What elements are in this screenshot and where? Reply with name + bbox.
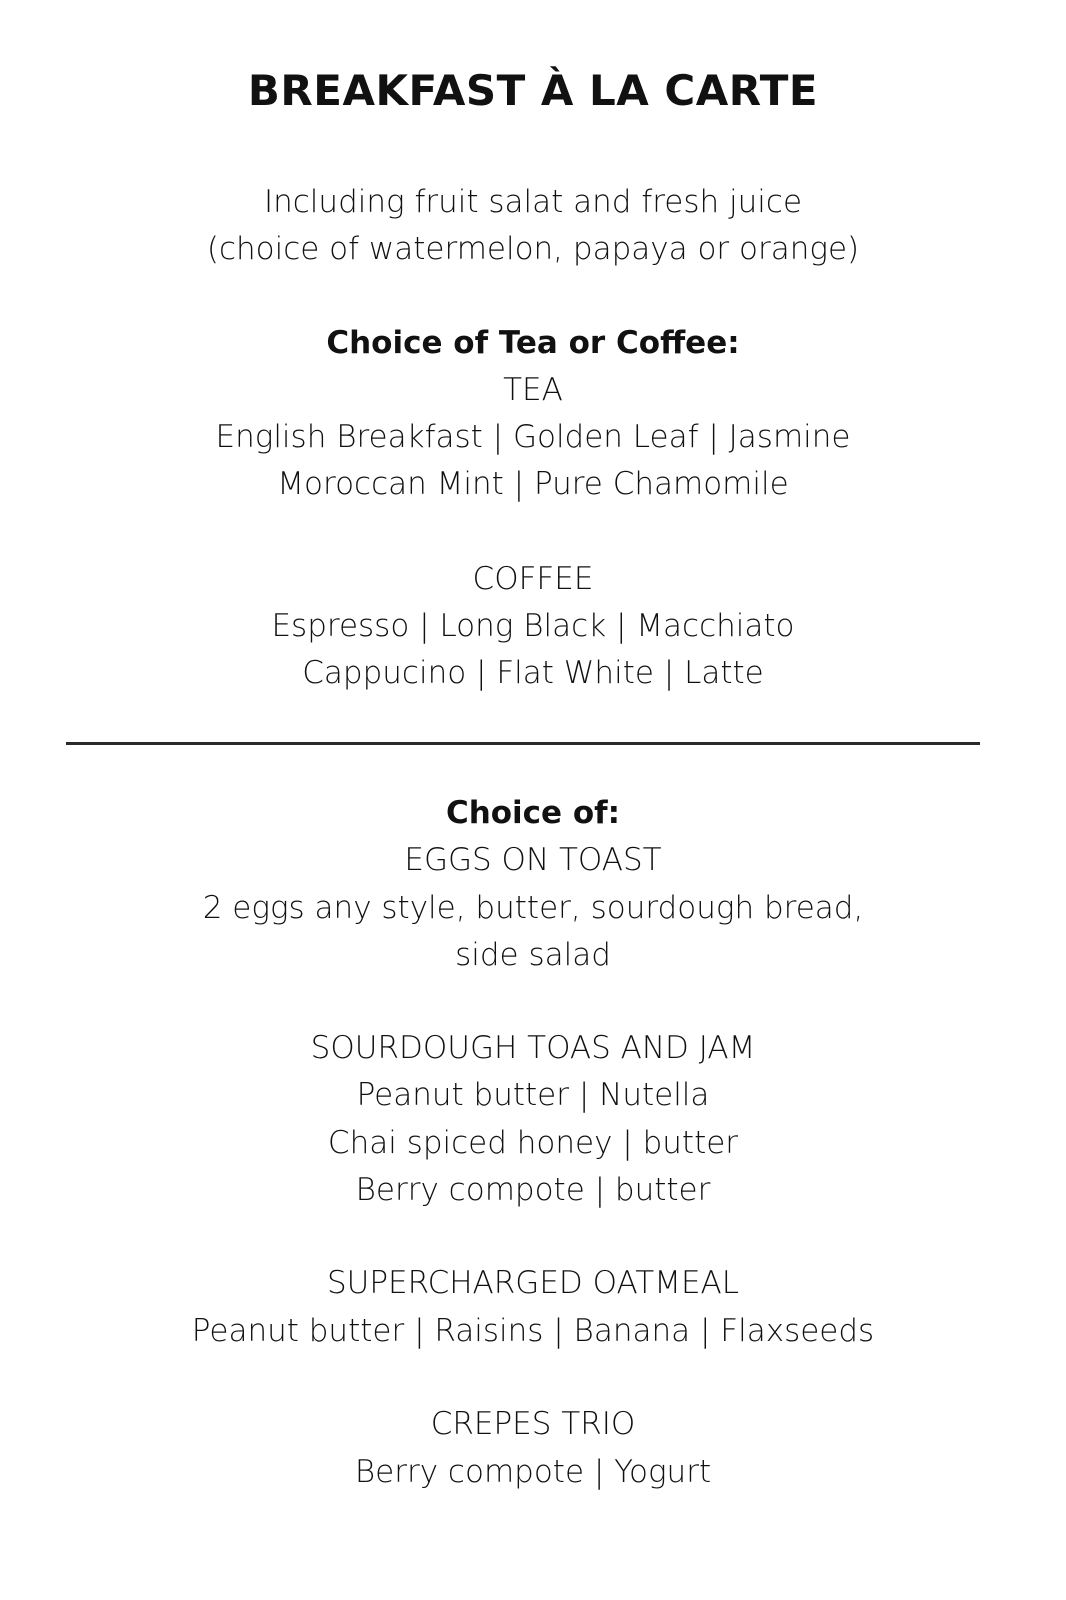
item-sourdough-toast-line-3: Berry compote | butter	[355, 1172, 711, 1208]
tea-label: TEA	[503, 372, 563, 408]
mains-heading: Choice of:	[445, 795, 621, 831]
coffee-options-line-2: Cappucino | Flat White | Latte	[302, 655, 764, 691]
coffee-label: COFFEE	[472, 561, 594, 597]
item-eggs-on-toast-line-2: side salad	[455, 937, 611, 973]
tea-options-line-1: English Breakfast | Golden Leaf | Jasmine	[215, 419, 851, 455]
intro-line-1: Including fruit salat and fresh juice	[263, 184, 803, 220]
section-divider	[66, 742, 980, 745]
drinks-heading: Choice of Tea or Coffee:	[326, 325, 740, 361]
coffee-options-line-1: Espresso | Long Black | Macchiato	[271, 608, 795, 644]
item-crepes-line-1: Berry compote | Yogurt	[354, 1454, 712, 1490]
menu-title: BREAKFAST À LA CARTE	[247, 66, 819, 115]
item-crepes-name: CREPES TRIO	[430, 1406, 636, 1442]
item-oatmeal-name: SUPERCHARGED OATMEAL	[326, 1265, 740, 1301]
item-sourdough-toast-name: SOURDOUGH TOAS AND JAM	[310, 1030, 756, 1066]
item-eggs-on-toast-name: EGGS ON TOAST	[404, 842, 662, 878]
item-oatmeal-line-1: Peanut butter | Raisins | Banana | Flaxseeds	[191, 1313, 875, 1349]
tea-options-line-2: Moroccan Mint | Pure Chamomile	[277, 466, 789, 502]
item-eggs-on-toast-line-1: 2 eggs any style, butter, sourdough bread,	[202, 890, 864, 926]
intro-line-2: (choice of watermelon, papaya or orange)	[206, 231, 860, 267]
item-sourdough-toast-line-1: Peanut butter | Nutella	[356, 1077, 710, 1113]
item-sourdough-toast-line-2: Chai spiced honey | butter	[327, 1125, 739, 1161]
